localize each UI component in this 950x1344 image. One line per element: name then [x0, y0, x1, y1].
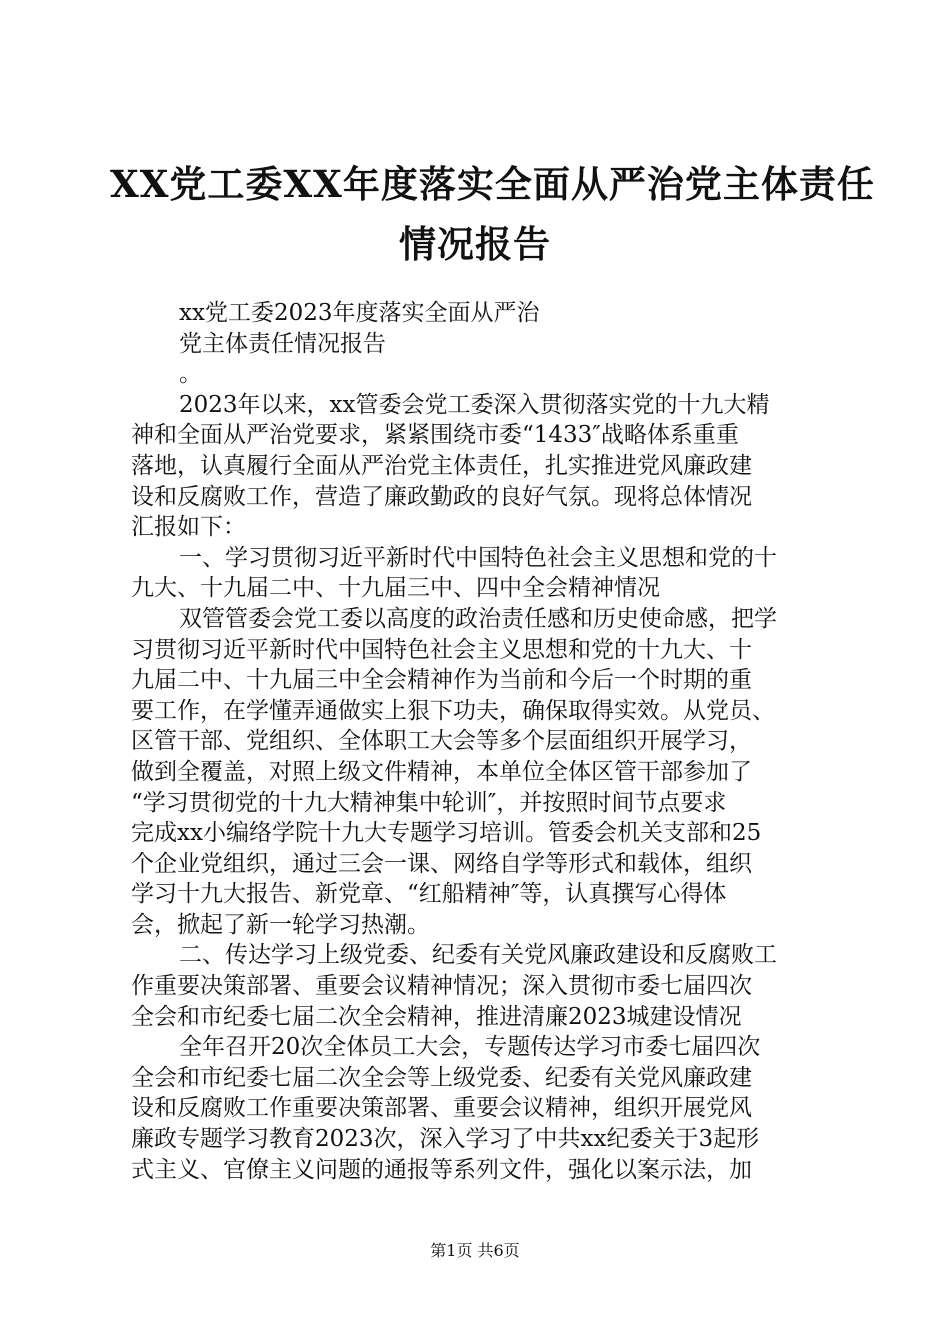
document-title-line-2: 情况报告 [399, 222, 551, 266]
body-line: 二、传达学习上级党委、纪委有关党风廉政建设和反腐败工 [179, 942, 777, 969]
body-line: 廉政专题学习教育2023次，深入学习了中共xx纪委关于3起形 [131, 1126, 760, 1153]
body-line: 要工作，在学懂弄通做实上狠下功夫，确保取得实效。从党员、 [131, 697, 775, 724]
document-title-line-1: XX党工委XX年度落实全面从严治党主体责任 [110, 162, 875, 206]
body-line: 式主义、官僚主义问题的通报等系列文件，强化以案示法，加 [131, 1156, 752, 1183]
body-line: 做到全覆盖，对照上级文件精神，本单位全体区管干部参加了 [131, 758, 752, 785]
body-line: 全会和市纪委七届二次全会等上级党委、纪委有关党风廉政建 [131, 1064, 752, 1091]
page-footer: 第1页 共6页 [430, 1241, 520, 1260]
body-line: 完成xx小编络学院十九大专题学习培训。管委会机关支部和25 [131, 820, 762, 847]
body-line: 个企业党组织，通过三会一课、网络自学等形式和载体，组织 [131, 850, 752, 877]
body-line: 设和反腐败工作重要决策部署、重要会议精神，组织开展党风 [131, 1095, 752, 1122]
body-line: 作重要决策部署、重要会议精神情况；深入贯彻市委七届四次 [131, 973, 752, 1000]
body-line: “学习贯彻党的十九大精神集中轮训″，并按照时间节点要求 [131, 789, 727, 816]
body-line: 会，掀起了新一轮学习热潮。 [131, 911, 430, 938]
body-line: 习贯彻习近平新时代中国特色社会主义思想和党的十九大、十 [131, 636, 752, 663]
body-line: 全年召开20次全体员工大会，专题传达学习市委七届四次 [179, 1034, 761, 1061]
body-line: 党主体责任情况报告 [179, 330, 386, 357]
body-line: 全会和市纪委七届二次全会精神，推进清廉2023城建设情况 [131, 1003, 742, 1030]
body-line: 学习十九大报告、新党章、“红船精神″等，认真撰写心得体 [131, 881, 727, 908]
body-line: 2023年以来，xx管委会党工委深入贯彻落实党的十九大精 [179, 391, 770, 418]
body-line: 神和全面从严治党要求，紧紧围绕市委“1433″战略体系重重 [131, 422, 739, 449]
body-line: 。 [179, 361, 202, 388]
body-line: 九大、十九届二中、十九届三中、四中全会精神情况 [131, 575, 660, 602]
body-line: xx党工委2023年度落实全面从严治 [179, 300, 540, 326]
body-line: 九届二中、十九届三中全会精神作为当前和今后一个时期的重 [131, 667, 752, 694]
document-body [131, 298, 831, 1185]
body-line: 一、学习贯彻习近平新时代中国特色社会主义思想和党的十 [179, 544, 777, 571]
body-line: 汇报如下： [131, 514, 246, 541]
body-line: 双管管委会党工委以高度的政治责任感和历史使命感，把学 [179, 605, 777, 632]
body-line: 区管干部、党组织、全体职工大会等多个层面组织开展学习， [131, 728, 752, 755]
body-line: 落地，认真履行全面从严治党主体责任，扎实推进党风廉政建 [131, 452, 752, 479]
body-line: 设和反腐败工作，营造了廉政勤政的良好气氛。现将总体情况 [131, 483, 752, 510]
